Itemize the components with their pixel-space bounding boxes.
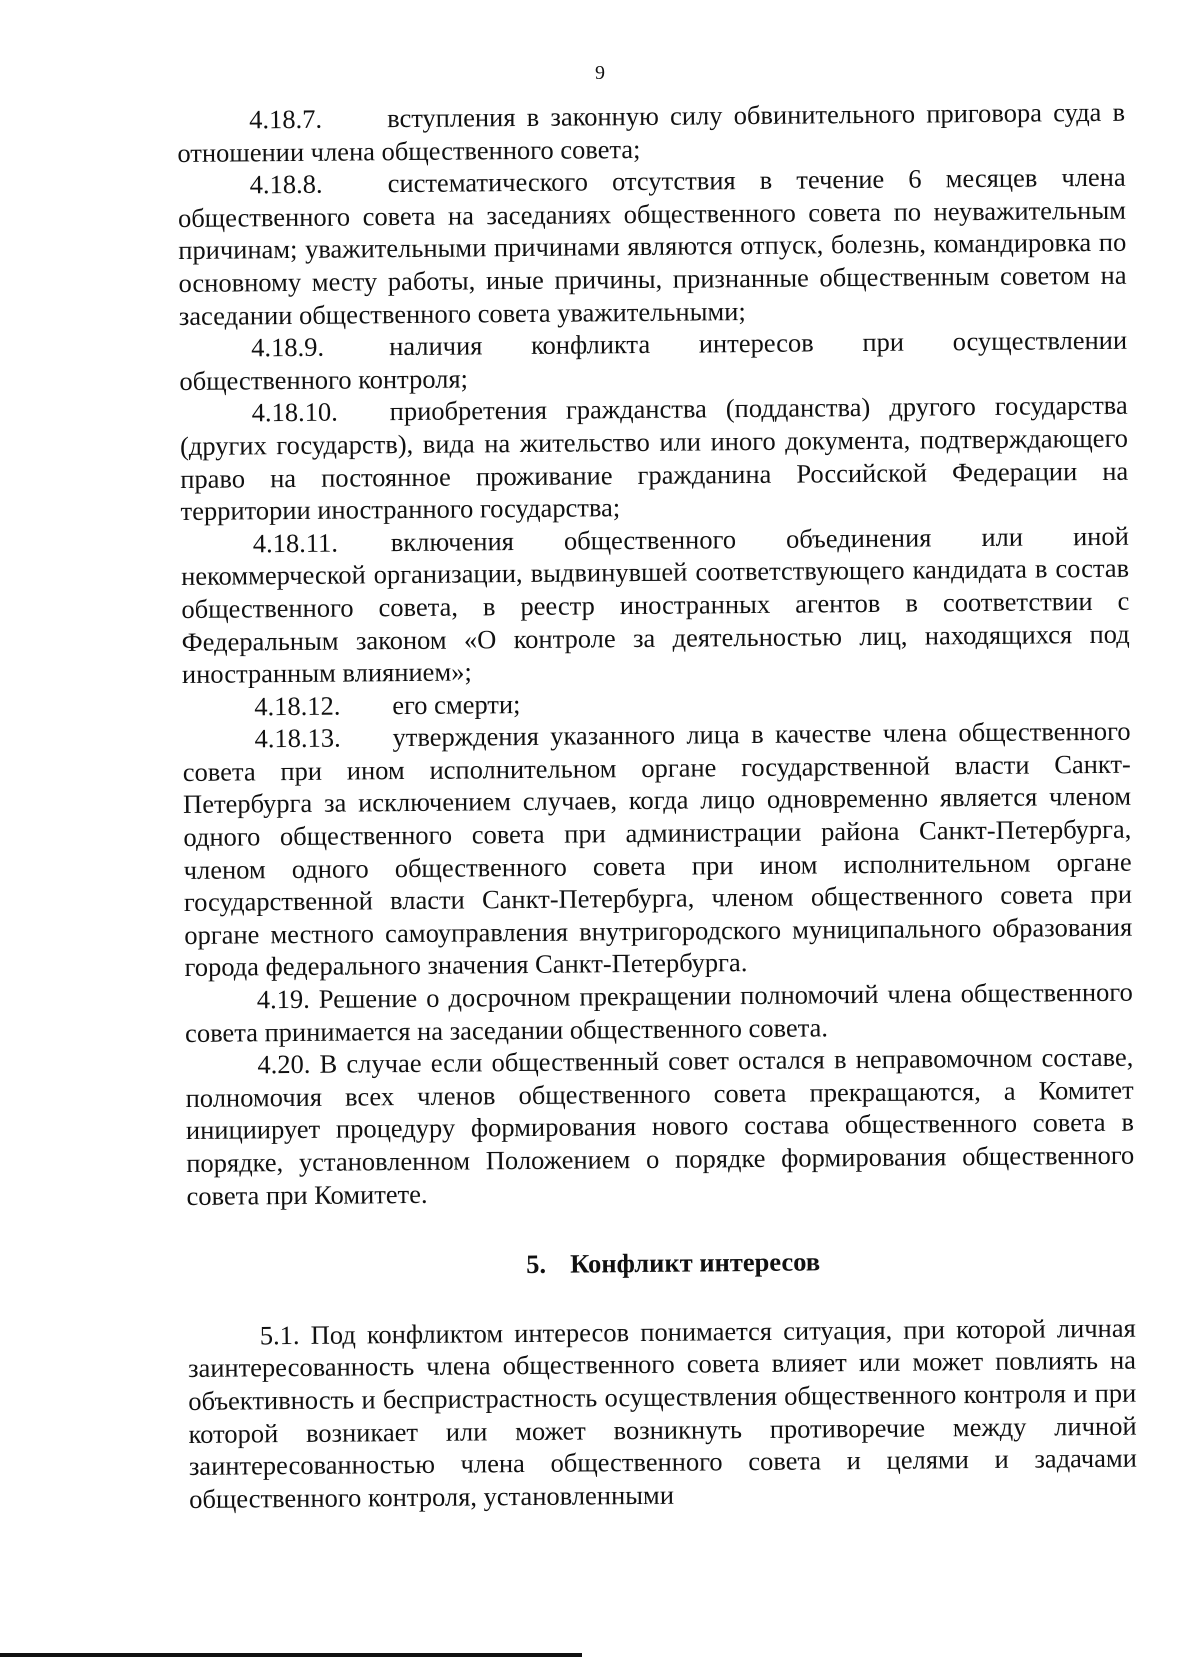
clause-text: систематического отсутствия в течение 6 месяцев члена общественного совета на заседаниях общественного совета по неуважительным причинам; уважительными причинами являются отпуск, болезнь, командировка по основному месту работы, иные причины, признанные общественным советом на заседании общественного совета уважительными;	[177, 161, 1127, 331]
clause-4-18-9	[179, 324, 1128, 397]
section-heading	[187, 1243, 1135, 1284]
clause-text: приобретения гражданства (подданства) другого государства (других государств), вида на жительство или иного документа, подтверждающего право на постоянное проживание гражданина Российской Федерации на территории иностранного государства;	[179, 390, 1129, 527]
clause-number: 4.18.13.	[254, 722, 341, 754]
scan-edge-line	[0, 1653, 582, 1657]
clause-4-19: 4.19. Решение о досрочном прекращении полномочий члена общественного совета принимается на заседании общественного совета.	[184, 976, 1133, 1048]
clause-text: наличия конфликта интересов при осуществлении общественного контроля;	[179, 324, 1128, 396]
clause-text: включения общественного объединения или иной некоммерческой организации, выдвинувшей соответствующего кандидата в состав общественного совета, в реестр иностранных агентов в соответствии с Федеральным законом «О контроле за деятельностью лиц, находящихся под иностранным влиянием»;	[180, 520, 1130, 690]
clause-number: 4.18.9.	[250, 331, 325, 363]
clause-number: 4.18.7.	[249, 103, 323, 135]
page-number: 9	[595, 62, 605, 84]
clause-5-1: 5.1. Под конфликтом интересов понимается ситуация, при которой личная заинтересованность члена общественного совета влияет или может повлиять на объективность и беспристрастность осуществления общественного контроля и при которой возникает или может возникнуть противоречие между личной заинтересованностью члена общественного совета и целями и задачами общественного контроля, установленными	[187, 1312, 1137, 1514]
clause-4-18-8	[178, 161, 1127, 332]
clause-number: 4.18.12.	[254, 690, 341, 722]
clause-text: утверждения указанного лица в качестве члена общественного совета при ином исполнительном органе государственной власти Санкт-Петербурга за исключением случаев, когда лицо одновременно является членом одного общественного совета при администрации района Санкт-Петербурга, членом одного общественного совета при ином исполнительном органе государственной власти Санкт-Петербурга, членом общественного совета при органе местного самоуправления внутригородского муниципального образования города федерального значения Санкт-Петербурга.	[182, 715, 1133, 983]
clause-4-18-7	[177, 96, 1126, 169]
clause-text: его смерти;	[392, 688, 521, 720]
clause-text: вступления в законную силу обвинительного приговора суда в отношении члена общественного совета;	[177, 96, 1126, 168]
clause-4-18-13	[182, 715, 1132, 984]
clause-4-20: 4.20. В случае если общественный совет остался в неправомочном составе, полномочия всех членов общественного совета прекращаются, а Комитет инициирует процедуру формирования нового состава общественного совета в порядке, установленном Положением о порядке формирования общественного совета при Комитете.	[185, 1041, 1135, 1211]
clause-number: 4.18.8.	[249, 168, 323, 200]
clause-number: 4.18.10.	[251, 396, 338, 428]
clause-number: 4.18.11.	[252, 527, 339, 559]
section-title: Конфликт интересов	[570, 1246, 821, 1279]
clause-4-18-11	[181, 519, 1130, 690]
clause-4-18-10	[180, 389, 1129, 528]
document-body	[177, 96, 1137, 1516]
section-number: 5.	[526, 1249, 547, 1280]
